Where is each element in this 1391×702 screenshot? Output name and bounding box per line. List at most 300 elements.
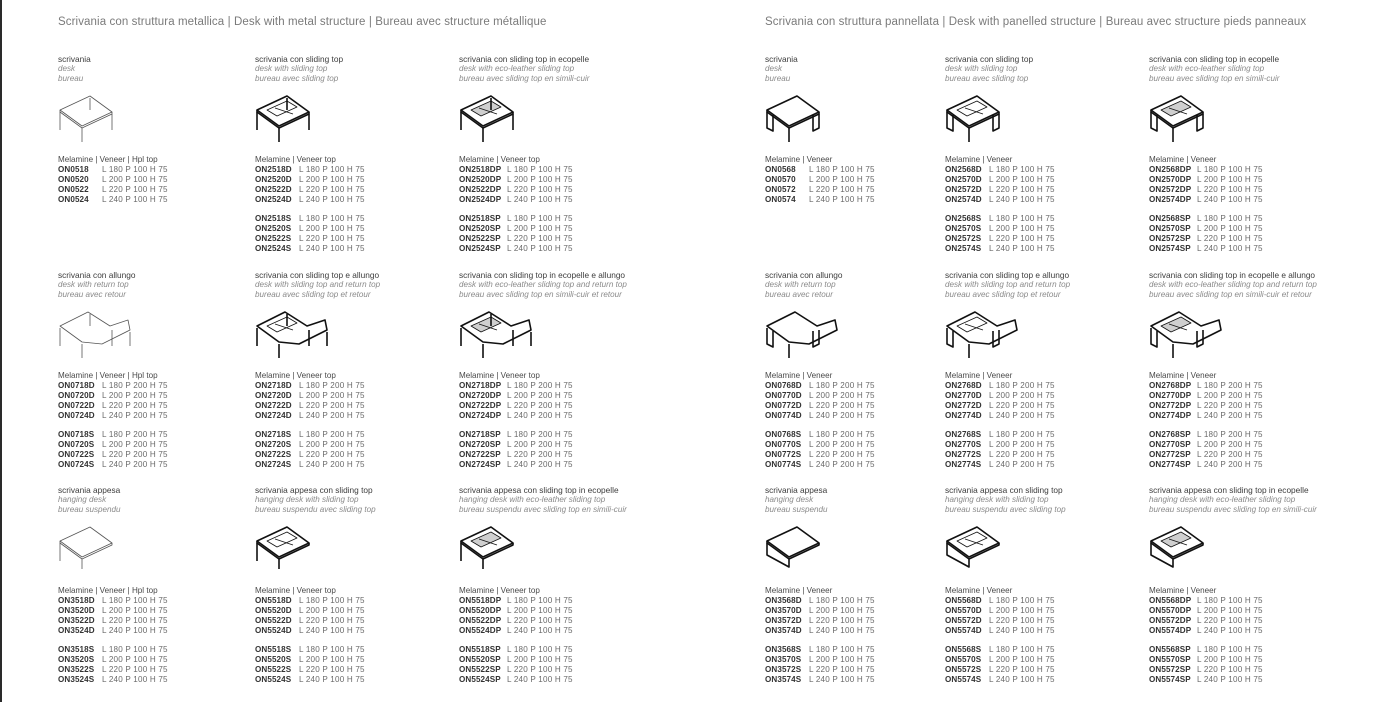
product-code: ON2774S [945,459,982,469]
product-dimensions: L 180 P 100 H 75 [299,645,365,655]
product-name-it: scrivania [765,54,798,64]
code-row [459,645,573,655]
product-name-fr: bureau avec sliding top en simili-cuir et retour [1149,289,1312,299]
product-dimensions: L 240 P 200 H 75 [299,459,365,469]
product-code: ON2572D [945,184,982,194]
product-dimensions: L 180 P 100 H 75 [299,596,365,605]
desk-drawing-icon [1147,304,1227,358]
product-dimensions: L 200 P 100 H 75 [102,654,168,664]
product-name-it: scrivania appesa [58,485,121,495]
product-code: ON2722S [255,449,292,459]
code-row [58,665,168,675]
product-name-it: scrivania con sliding top e allungo [255,270,380,280]
product-code: ON2570S [945,223,982,233]
code-group [58,645,168,685]
code-row [1149,175,1263,185]
product-dimensions: L 220 P 100 H 75 [989,664,1055,674]
code-row [1149,645,1263,655]
product-code: ON5520SP [459,654,501,664]
code-row [1149,675,1263,685]
product-code: ON2724D [255,410,292,420]
code-list [945,165,1055,263]
code-list [255,596,365,694]
product-code: ON2518DP [459,165,502,174]
product-dimensions: L 240 P 100 H 75 [507,243,573,253]
product-dimensions: L 220 P 100 H 75 [507,615,573,625]
product-code: ON0524 [58,194,89,204]
product-code: ON2718SP [459,430,501,440]
product-name-it: scrivania con sliding top in ecopelle [459,54,590,64]
section-title-panelled: Scrivania con struttura pannellata | Desk with panelled structure | Bureau avec structure pieds panneaux [765,16,1307,28]
product-dimensions: L 220 P 200 H 75 [1197,449,1263,459]
product-name-en: desk with sliding top and return top [255,280,381,289]
code-row [255,175,365,185]
desk-drawing-icon [763,304,843,358]
product-dimensions: L 200 P 100 H 75 [989,654,1055,664]
product-dimensions: L 200 P 100 H 75 [507,223,573,233]
code-row [58,185,168,195]
product-dimensions: L 220 P 200 H 75 [989,400,1055,410]
product-name-fr: bureau avec sliding top en simili-cuir [1149,73,1280,83]
code-group [459,596,573,636]
code-group [1149,596,1263,636]
code-row [255,616,365,626]
product-code: ON2568S [945,214,982,224]
product-dimensions: L 240 P 200 H 75 [809,410,875,420]
product-code: ON5522D [255,615,292,625]
product-code: ON2522SP [459,233,501,243]
code-list [58,381,168,479]
code-row [459,675,573,685]
code-list [1149,381,1263,479]
product-dimensions: L 220 P 100 H 75 [299,615,365,625]
code-row [255,450,365,460]
code-group [58,596,168,636]
product-name-en: hanging desk [58,495,107,504]
material-label: Melamine | Veneer [1149,371,1217,380]
code-group [255,381,365,421]
material-label: Melamine | Veneer [1149,586,1217,595]
product-name-it: scrivania con sliding top [255,54,344,64]
product-name-en: desk with sliding top and return top [945,280,1071,289]
product-code: ON0718D [58,381,95,390]
product-code: ON3572D [765,615,802,625]
product-code: ON2770D [945,390,982,400]
product-cell [58,54,258,204]
code-group [765,645,875,685]
product-code: ON0724D [58,410,95,420]
code-row [459,626,573,636]
code-group [945,214,1055,254]
code-group [58,381,168,421]
product-code: ON5522DP [459,615,502,625]
code-row [459,391,573,401]
code-group [765,430,875,470]
product-code: ON5574SP [1149,674,1191,684]
code-group [255,596,365,636]
product-cell [255,54,455,253]
product-code: ON2572DP [1149,184,1192,194]
code-row [945,214,1055,224]
product-name-it: scrivania appesa con sliding top [945,485,1063,495]
code-row [459,430,573,440]
product-dimensions: L 180 P 100 H 75 [989,645,1055,655]
code-row [1149,655,1263,665]
product-code: ON5518DP [459,596,502,605]
product-dimensions: L 200 P 100 H 75 [989,223,1055,233]
product-code: ON2718S [255,430,292,440]
desk-drawing-icon [56,304,136,358]
product-code: ON5572SP [1149,664,1191,674]
product-dimensions: L 220 P 200 H 75 [1197,400,1263,410]
product-code: ON5520DP [459,605,502,615]
product-dimensions: L 180 P 100 H 75 [989,596,1055,605]
product-dimensions: L 200 P 100 H 75 [1197,654,1263,664]
product-code: ON0768D [765,381,802,390]
code-row [765,401,875,411]
product-cell [459,270,659,469]
product-name-en: desk with eco-leather sliding top [1149,64,1265,73]
material-label: Melamine | Veneer | Hpl top [58,371,158,380]
product-name-fr: bureau avec sliding top [255,73,339,83]
code-row [255,606,365,616]
code-row [459,165,573,175]
product-name-it: scrivania con sliding top in ecopelle e allungo [459,270,626,280]
product-dimensions: L 220 P 200 H 75 [809,400,875,410]
product-name-en: hanging desk with eco-leather sliding top [1149,495,1296,504]
code-row [1149,185,1263,195]
product-name-it: scrivania [58,54,91,64]
product-code: ON5572D [945,615,982,625]
product-dimensions: L 220 P 100 H 75 [1197,615,1263,625]
code-row [459,381,573,391]
code-row [459,616,573,626]
product-dimensions: L 240 P 200 H 75 [809,459,875,469]
product-dimensions: L 240 P 100 H 75 [1197,243,1263,253]
product-code: ON5524D [255,625,292,635]
code-group [58,165,168,205]
code-row [945,645,1055,655]
product-code: ON2574SP [1149,243,1191,253]
product-dimensions: L 220 P 200 H 75 [507,449,573,459]
product-code: ON2524DP [459,194,502,204]
product-code: ON5522SP [459,664,501,674]
code-row [1149,430,1263,440]
product-name-fr: bureau suspendu [58,504,121,514]
code-row [945,606,1055,616]
product-code: ON2770DP [1149,390,1192,400]
product-code: ON2518S [255,214,292,224]
code-list [58,165,168,214]
product-code: ON2772D [945,400,982,410]
product-name-en: desk with return top [58,280,129,289]
code-row [255,185,365,195]
material-label: Melamine | Veneer [765,155,833,164]
product-dimensions: L 240 P 100 H 75 [809,674,875,684]
product-dimensions: L 220 P 100 H 75 [507,233,573,243]
code-group [765,596,875,636]
product-code: ON5568DP [1149,596,1192,605]
code-row [1149,460,1263,470]
product-code: ON2720DP [459,390,502,400]
material-label: Melamine | Veneer top [255,371,336,380]
product-dimensions: L 180 P 100 H 75 [989,214,1055,224]
product-cell [255,270,455,469]
code-row [765,165,875,175]
code-row [255,596,365,606]
code-row [765,411,875,421]
product-dimensions: L 180 P 200 H 75 [809,430,875,440]
code-row [255,381,365,391]
product-code: ON5570DP [1149,605,1192,615]
product-code: ON2722D [255,400,292,410]
code-row [945,675,1055,685]
product-name-it: scrivania con sliding top in ecopelle [1149,54,1280,64]
code-group [459,381,573,421]
product-code: ON5570D [945,605,982,615]
product-code: ON5524SP [459,674,501,684]
product-dimensions: L 220 P 100 H 75 [989,184,1055,194]
code-row [765,675,875,685]
product-code: ON5518SP [459,645,501,655]
product-code: ON2522D [255,184,292,194]
product-code: ON2572S [945,233,982,243]
code-row [945,460,1055,470]
product-name-en: hanging desk [765,495,814,504]
product-dimensions: L 180 P 100 H 75 [809,596,875,605]
code-row [58,430,168,440]
product-name-it: scrivania con allungo [765,270,843,280]
product-name-it: scrivania con sliding top in ecopelle e allungo [1149,270,1316,280]
product-code: ON2568DP [1149,165,1192,174]
product-code: ON3518D [58,596,95,605]
product-dimensions: L 240 P 100 H 75 [507,674,573,684]
code-row [255,665,365,675]
product-code: ON0768S [765,430,802,440]
product-dimensions: L 180 P 100 H 75 [1197,596,1263,605]
code-row [58,381,168,391]
code-row [255,430,365,440]
product-name-it: scrivania con allungo [58,270,136,280]
product-code: ON2718D [255,381,292,390]
product-code: ON2770SP [1149,439,1191,449]
code-row [1149,381,1263,391]
code-list [255,381,365,479]
product-dimensions: L 200 P 100 H 75 [102,605,168,615]
code-row [1149,224,1263,234]
code-row [945,665,1055,675]
code-row [1149,234,1263,244]
product-code: ON2720D [255,390,292,400]
product-name-en: hanging desk with sliding top [255,495,359,504]
product-cell [459,54,659,253]
code-row [945,175,1055,185]
product-code: ON0772S [765,449,802,459]
code-row [459,224,573,234]
code-row [255,391,365,401]
product-code: ON2524D [255,194,292,204]
product-code: ON2572SP [1149,233,1191,243]
product-code: ON5520D [255,605,292,615]
product-name-fr: bureau [58,73,84,83]
product-name-en: desk with sliding top [255,64,328,73]
product-code: ON5570S [945,654,982,664]
product-dimensions: L 180 P 200 H 75 [507,381,573,390]
code-row [1149,391,1263,401]
code-row [1149,411,1263,421]
desk-drawing-icon [1147,88,1227,142]
code-row [255,440,365,450]
code-row [945,430,1055,440]
desk-drawing-icon [457,304,537,358]
product-dimensions: L 240 P 200 H 75 [507,410,573,420]
code-row [765,195,875,205]
product-cell [1149,54,1349,253]
product-dimensions: L 200 P 100 H 75 [989,605,1055,615]
code-row [765,616,875,626]
product-dimensions: L 200 P 100 H 75 [507,174,573,184]
desk-drawing-icon [253,519,333,573]
product-code: ON3574S [765,674,802,684]
product-name-it: scrivania appesa con sliding top [255,485,373,495]
product-code: ON2520D [255,174,292,184]
code-group [255,430,365,470]
code-group [945,165,1055,205]
code-row [459,401,573,411]
code-list [459,381,573,479]
product-dimensions: L 200 P 200 H 75 [989,390,1055,400]
code-group [459,214,573,254]
material-label: Melamine | Veneer top [459,586,540,595]
product-dimensions: L 240 P 100 H 75 [507,625,573,635]
product-code: ON2524S [255,243,292,253]
code-row [945,655,1055,665]
product-dimensions: L 180 P 100 H 75 [1197,214,1263,224]
desk-drawing-icon [1147,519,1227,573]
product-dimensions: L 200 P 200 H 75 [102,439,168,449]
code-row [255,234,365,244]
product-code: ON0572 [765,184,796,194]
code-row [1149,616,1263,626]
code-row [765,665,875,675]
product-code: ON5574S [945,674,982,684]
code-list [765,165,875,214]
product-dimensions: L 180 P 200 H 75 [102,381,168,390]
product-code: ON2774DP [1149,410,1192,420]
product-dimensions: L 180 P 100 H 75 [507,165,573,174]
product-code: ON2768S [945,430,982,440]
product-dimensions: L 180 P 200 H 75 [1197,430,1263,440]
code-row [459,185,573,195]
product-name-en: desk with return top [765,280,836,289]
code-row [945,596,1055,606]
product-code: ON3572S [765,664,802,674]
code-row [58,645,168,655]
product-dimensions: L 180 P 200 H 75 [299,381,365,390]
product-code: ON0520 [58,174,89,184]
product-dimensions: L 240 P 100 H 75 [299,243,365,253]
product-name-it: scrivania appesa con sliding top in ecopelle [459,485,619,495]
product-dimensions: L 180 P 200 H 75 [102,430,168,440]
code-row [459,460,573,470]
desk-drawing-icon [943,88,1023,142]
code-group [459,430,573,470]
code-list [765,381,875,479]
code-row [255,195,365,205]
code-row [1149,606,1263,616]
code-row [1149,165,1263,175]
product-dimensions: L 200 P 200 H 75 [299,390,365,400]
product-code: ON0720D [58,390,95,400]
code-row [255,411,365,421]
code-row [945,244,1055,254]
section-title-metal: Scrivania con struttura metallica | Desk with metal structure | Bureau avec structure métallique [58,16,547,28]
product-code: ON2522S [255,233,292,243]
code-list [255,165,365,263]
product-code: ON2522DP [459,184,502,194]
product-code: ON3568D [765,596,802,605]
product-name-fr: bureau suspendu avec sliding top en simili-cuir [459,504,627,514]
product-code: ON0570 [765,174,796,184]
code-row [58,440,168,450]
product-code: ON2768SP [1149,430,1191,440]
code-row [58,450,168,460]
code-row [459,450,573,460]
product-name-en: desk with eco-leather sliding top and return top [459,280,627,289]
product-name-en: desk with eco-leather sliding top [459,64,575,73]
product-dimensions: L 240 P 100 H 75 [102,674,168,684]
code-list [1149,165,1263,263]
code-row [255,244,365,254]
product-dimensions: L 200 P 100 H 75 [299,654,365,664]
product-code: ON3570D [765,605,802,615]
product-code: ON0722D [58,400,95,410]
product-dimensions: L 240 P 200 H 75 [1197,459,1263,469]
product-dimensions: L 180 P 100 H 75 [1197,645,1263,655]
product-code: ON5522S [255,664,292,674]
material-label: Melamine | Veneer top [255,155,336,164]
material-label: Melamine | Veneer [765,371,833,380]
product-code: ON3522D [58,615,95,625]
code-group [255,165,365,205]
code-row [765,391,875,401]
code-row [1149,244,1263,254]
code-row [459,234,573,244]
product-code: ON5568S [945,645,982,655]
product-name-it: scrivania appesa [765,485,828,495]
code-row [1149,214,1263,224]
code-group [1149,165,1263,205]
material-label: Melamine | Veneer [765,586,833,595]
product-name-fr: bureau suspendu avec sliding top [255,504,376,514]
product-cell [945,270,1145,469]
product-name-fr: bureau avec sliding top et retour [945,289,1061,299]
product-dimensions: L 220 P 100 H 75 [809,184,875,194]
product-code: ON3574D [765,625,802,635]
code-row [765,430,875,440]
product-name-en: desk with sliding top [945,64,1018,73]
product-cell [945,54,1145,253]
code-row [255,675,365,685]
product-code: ON5518S [255,645,292,655]
product-code: ON3524D [58,625,95,635]
product-code: ON2718DP [459,381,502,390]
product-dimensions: L 200 P 100 H 75 [809,654,875,664]
product-dimensions: L 180 P 100 H 75 [1197,165,1263,174]
product-dimensions: L 220 P 100 H 75 [299,233,365,243]
product-dimensions: L 220 P 100 H 75 [299,664,365,674]
product-cell [1149,485,1349,684]
